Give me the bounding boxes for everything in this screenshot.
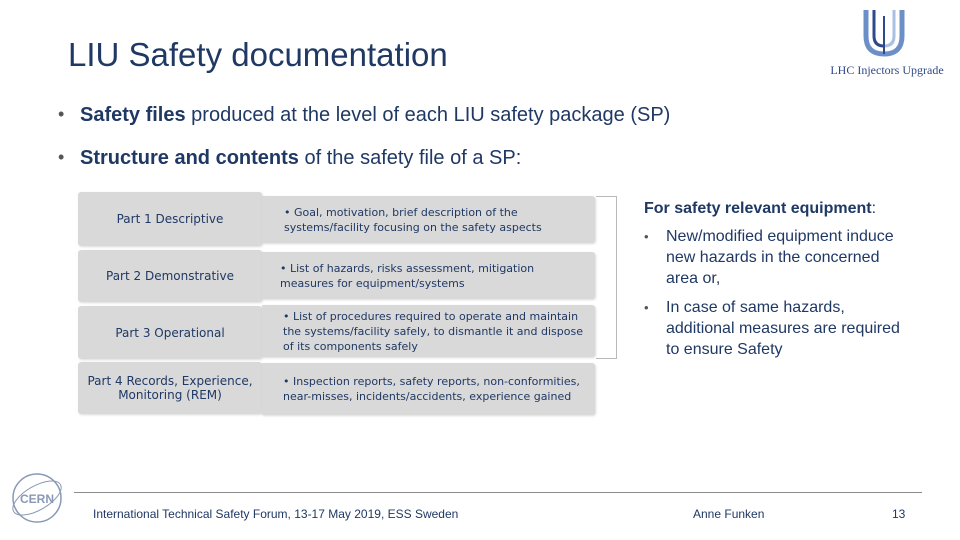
- part-4-description-text: • Inspection reports, safety reports, non-conformities, near-misses, incidents/accidents, experience gained: [283, 375, 580, 403]
- bullet-dot: •: [644, 229, 649, 244]
- svg-text:CERN: CERN: [19, 492, 55, 506]
- grouping-bracket: [596, 196, 617, 359]
- part-1-label: Part 1 Descriptive: [78, 192, 262, 246]
- bullet-text: produced at the level of each LIU safety package (SP): [185, 104, 671, 126]
- part-2-description: [262, 252, 595, 299]
- panel-heading: [644, 198, 876, 219]
- part-1-description: [262, 196, 595, 243]
- slide-title: LIU Safety documentation: [68, 36, 448, 73]
- panel-item-text: In case of same hazards, additional measures are required to ensure Safety: [666, 299, 900, 358]
- part-2-label: Part 2 Demonstrative: [78, 250, 262, 302]
- liu-logo-icon: [822, 6, 952, 62]
- part-4-description: [262, 363, 595, 415]
- bullet-bold: Structure and contents: [80, 147, 299, 169]
- part-2-description-text: • List of hazards, risks assessment, mitigation measures for equipment/systems: [280, 261, 535, 290]
- panel-item-text: New/modified equipment induce new hazards in the concerned area or,: [666, 228, 894, 287]
- logo-caption: LHC Injectors Upgrade: [830, 63, 944, 77]
- lhc-injectors-upgrade-logo: [822, 6, 952, 80]
- part-4-label: Part 4 Records, Experience, Monitoring (REM): [78, 362, 262, 414]
- footer-author: Anne Funken: [693, 507, 765, 521]
- part-3-label: Part 3 Operational: [78, 306, 262, 359]
- bullet-dot: •: [58, 104, 65, 124]
- cern-logo-icon: [8, 464, 66, 534]
- panel-heading-colon: :: [871, 200, 877, 217]
- part-3-description-text: • List of procedures required to operate and maintain the systems/facility safely, to dismantle it and dispose of its components safely: [283, 309, 583, 353]
- page-number: 13: [892, 507, 906, 521]
- footer-divider: [74, 492, 922, 493]
- bullet-dot: •: [644, 300, 649, 315]
- bullet-dot: •: [58, 147, 65, 167]
- footer-event: International Technical Safety Forum, 13-17 May 2019, ESS Sweden: [93, 507, 459, 521]
- bullet-text: of the safety file of a SP:: [298, 147, 522, 169]
- part-1-description-text: • Goal, motivation, brief description of the systems/facility focusing on the safety aspects: [284, 205, 542, 234]
- panel-heading-bold: For safety relevant equipment: [644, 200, 872, 217]
- part-3-description: [262, 305, 595, 357]
- bullet-bold: Safety files: [80, 104, 186, 126]
